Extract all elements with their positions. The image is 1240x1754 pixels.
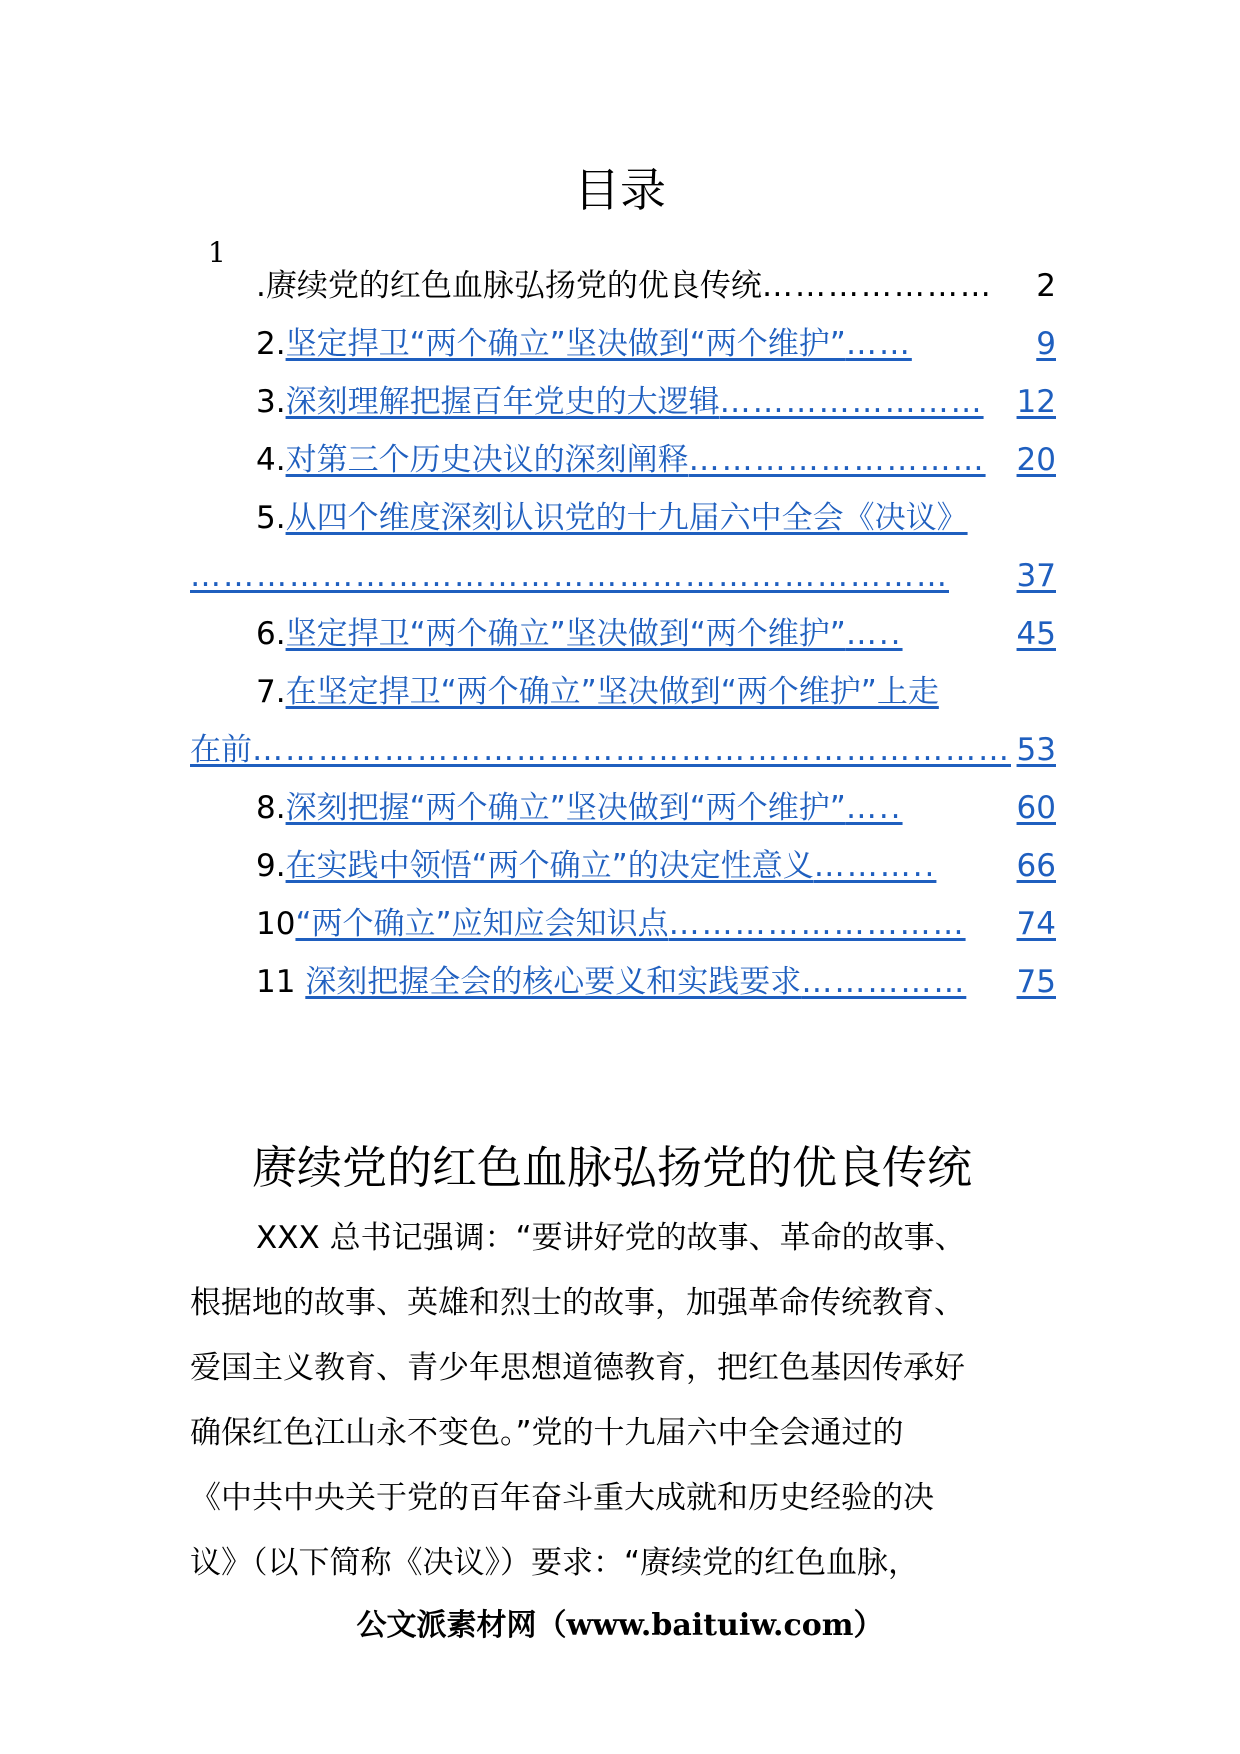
toc-entry[interactable]	[190, 322, 1056, 366]
toc-entry-number: 6.	[256, 616, 286, 652]
body-line: 根据地的故事、英雄和烈士的故事，加强革命传统教育、	[190, 1285, 965, 1321]
toc-entry-link[interactable]: 深刻把握全会的核心要义和实践要求	[305, 964, 802, 1000]
toc-entry[interactable]	[190, 960, 1056, 1004]
toc-stray-number: 1	[208, 236, 226, 269]
toc-entry-number: 9.	[256, 848, 286, 884]
toc-entry-leader: …………………	[761, 268, 993, 304]
toc-entry-page[interactable]: 37	[1016, 558, 1056, 594]
body-line: 确保红色江山永不变色。”党的十九届六中全会通过的	[190, 1415, 904, 1451]
article-heading: 赓续党的红色血脉弘扬党的优良传统	[252, 1141, 973, 1194]
toc-entry-page[interactable]: 45	[1016, 616, 1056, 652]
body-line: 议》（以下简称《决议》）要求：“赓续党的红色血脉，	[190, 1545, 920, 1581]
toc-entry-page[interactable]: 12	[1016, 384, 1056, 420]
toc-entry[interactable]	[190, 786, 1056, 830]
toc-entry-title[interactable]: 赓续党的红色血脉弘扬党的优良传统	[265, 268, 762, 304]
toc-entry-number: 7.	[256, 674, 286, 710]
toc-entry-number: 2.	[256, 326, 286, 362]
toc-entry-continuation[interactable]	[190, 554, 1056, 598]
toc-entry-link[interactable]: 从四个维度深刻认识党的十九届六中全会《决议》	[285, 500, 968, 536]
toc-entry-page: 2	[1036, 268, 1056, 304]
toc-entry-number: 8.	[256, 790, 286, 826]
toc-entry[interactable]	[190, 902, 1056, 946]
toc-entry-leader[interactable]: …..	[845, 790, 903, 826]
toc-entry-leader[interactable]: ………………………	[668, 906, 966, 942]
toc-entry-page[interactable]: 20	[1016, 442, 1056, 478]
toc-entry-link[interactable]: “两个确立”应知应会知识点	[295, 906, 669, 942]
toc-entry-link[interactable]: 深刻把握“两个确立”坚决做到“两个维护”	[285, 790, 846, 826]
toc-entry-leader[interactable]: ……………………………………………………………	[252, 732, 1011, 768]
toc-entry-page[interactable]: 9	[1036, 326, 1056, 362]
toc-entry-link[interactable]: 在实践中领悟“两个确立”的决定性意义	[285, 848, 814, 884]
toc-entry-number: .	[256, 268, 266, 304]
body-line: XXX 总书记强调：“要讲好党的故事、革命的故事、	[256, 1220, 966, 1256]
toc-entry-number: 10	[256, 906, 296, 942]
toc-entry-link[interactable]: 深刻理解把握百年党史的大逻辑	[285, 384, 720, 420]
toc-entry[interactable]	[190, 496, 1056, 540]
toc-entry[interactable]	[190, 670, 1056, 714]
toc-title: 目录	[574, 163, 666, 217]
toc-entry-leader[interactable]: ………………………	[688, 442, 986, 478]
toc-entry-page[interactable]: 74	[1016, 906, 1056, 942]
toc-entry-page[interactable]: 53	[1016, 732, 1056, 768]
toc-entry-page[interactable]: 60	[1016, 790, 1056, 826]
toc-entry-leader[interactable]: ………..	[813, 848, 937, 884]
toc-entry[interactable]	[190, 438, 1056, 482]
toc-entry-link[interactable]: 坚定捍卫“两个确立”坚决做到“两个维护”	[285, 616, 846, 652]
toc-entry-link[interactable]: 在坚定捍卫“两个确立”坚决做到“两个维护”上走	[285, 674, 939, 710]
toc-entry-leader[interactable]: ……………	[801, 964, 967, 1000]
toc-entry-link[interactable]: 在前	[190, 732, 252, 768]
toc-entry[interactable]	[190, 380, 1056, 424]
body-line: 《中共中央关于党的百年奋斗重大成就和历史经验的决	[190, 1480, 934, 1516]
toc-entry-leader[interactable]: ……	[845, 326, 912, 362]
toc-entry[interactable]	[190, 612, 1056, 656]
toc-entry[interactable]	[190, 844, 1056, 888]
toc-entry-leader[interactable]: …..	[845, 616, 903, 652]
toc-entry-page[interactable]: 75	[1016, 964, 1056, 1000]
toc-entry[interactable]	[190, 264, 1056, 308]
toc-entry-link[interactable]: 对第三个历史决议的深刻阐释	[285, 442, 689, 478]
toc-entry-number: 4.	[256, 442, 286, 478]
toc-entry-number: 11	[256, 964, 306, 1000]
toc-entry-link[interactable]: 坚定捍卫“两个确立”坚决做到“两个维护”	[285, 326, 846, 362]
toc-entry-page[interactable]: 66	[1016, 848, 1056, 884]
toc-entry-continuation[interactable]	[190, 728, 1056, 772]
toc-entry-leader[interactable]: ……………………………………………………………	[190, 558, 949, 594]
toc-entry-number: 5.	[256, 500, 286, 536]
toc-entry-number: 3.	[256, 384, 286, 420]
body-line: 爱国主义教育、青少年思想道德教育，把红色基因传承好	[190, 1350, 965, 1386]
footer-watermark: 公文派素材网（www.baituiw.com）	[356, 1608, 884, 1643]
article-body	[190, 1206, 1056, 1596]
toc-entry-leader[interactable]: ……………………	[719, 384, 984, 420]
